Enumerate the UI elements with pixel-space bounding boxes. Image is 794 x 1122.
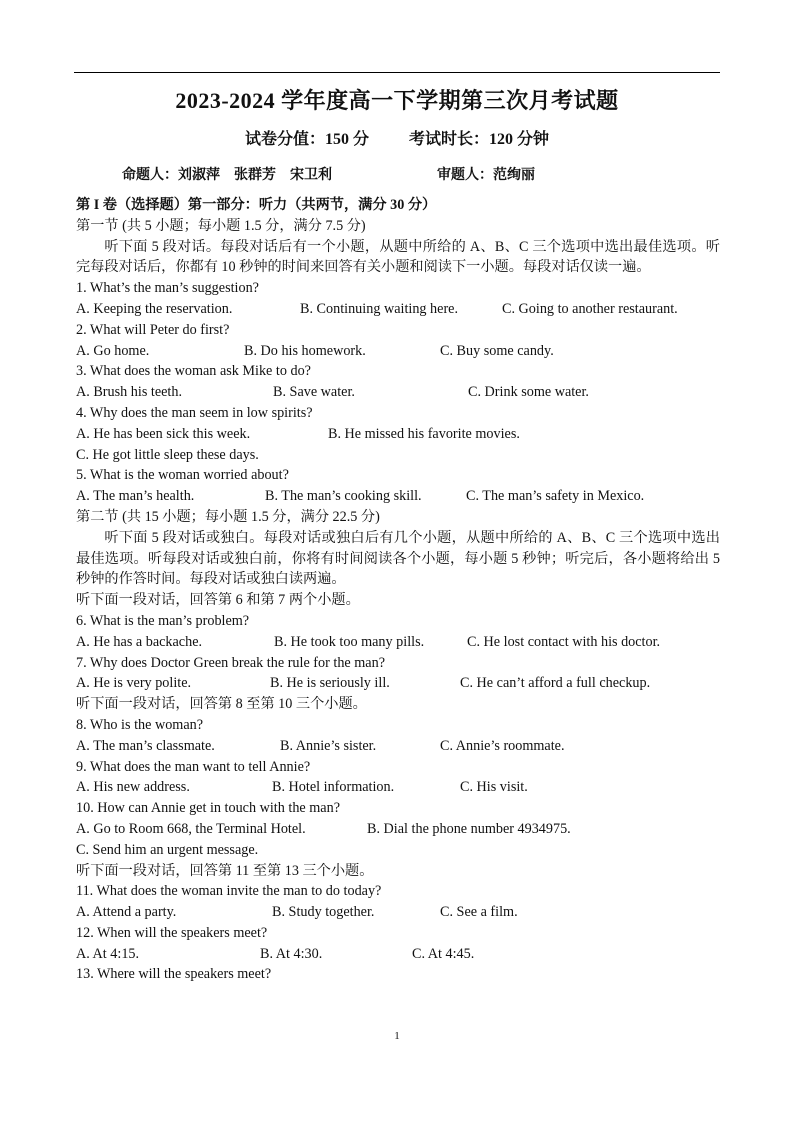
options-6: [76, 632, 720, 653]
section1-instructions: 听下面 5 段对话。每段对话后有一个小题，从题中所给的 A、B、C 三个选项中选出最佳选项。听完每段对话后，你都有 10 秒钟的时间来回答有关小题和阅读下一小题。每段对话仅读一遍。: [76, 238, 720, 276]
group-8-10-instruction: 听下面一段对话，回答第 8 至第 10 三个小题。: [76, 696, 367, 713]
question-11: 11. What does the woman invite the man to do today?: [76, 883, 382, 900]
question-6: 6. What is the man’s problem?: [76, 612, 250, 629]
option-6c: C. He lost contact with his doctor.: [467, 633, 661, 650]
option-2a: A. Go home.: [76, 342, 150, 359]
question-13: 13. Where will the speakers meet?: [76, 966, 272, 983]
options-12: [76, 944, 720, 965]
question-2: 2. What will Peter do first?: [76, 321, 230, 338]
options-4: [76, 424, 720, 445]
options-1: [76, 299, 720, 320]
options-7: [76, 673, 720, 694]
option-6b: B. He took too many pills.: [274, 633, 425, 650]
option-12b: B. At 4:30.: [260, 945, 323, 962]
question-3: 3. What does the woman ask Mike to do?: [76, 363, 311, 380]
top-rule: [74, 72, 720, 73]
reviewer: 审题人：范绚丽: [437, 168, 535, 183]
options-2: [76, 341, 720, 362]
section2-instructions: 听下面 5 段对话或独白。每段对话或独白后有几个小题，从题中所给的 A、B、C 三个选项中选出最佳选项。听每段对话或独白前，你将有时间阅读各个小题，每小题 5 秒钟；听完后，各小题将给出 5 秒钟的作答时间。每段对话或独白读两遍。: [76, 529, 720, 588]
exam-duration: 考试时长：120 分钟: [409, 131, 550, 148]
options-11: [76, 902, 720, 923]
option-9a: A. His new address.: [76, 779, 190, 796]
option-5c: C. The man’s safety in Mexico.: [466, 488, 645, 505]
option-12c: C. At 4:45.: [412, 945, 475, 962]
group-6-7-instruction: 听下面一段对话，回答第 6 和第 7 两个小题。: [76, 592, 360, 609]
option-1b: B. Continuing waiting here.: [300, 300, 459, 317]
option-8b: B. Annie’s sister.: [280, 737, 377, 754]
option-1a: A. Keeping the reservation.: [76, 300, 233, 317]
options-10: [76, 819, 720, 840]
exam-meta: [0, 126, 794, 149]
option-2b: B. Do his homework.: [244, 342, 366, 359]
exam-content: [76, 195, 720, 985]
option-7b: B. He is seriously ill.: [270, 675, 390, 692]
options-10-cont: [76, 840, 720, 861]
option-12a: A. At 4:15.: [76, 945, 140, 962]
option-2c: C. Buy some candy.: [440, 342, 554, 359]
option-5a: A. The man’s health.: [76, 488, 195, 505]
option-5b: B. The man’s cooking skill.: [265, 488, 422, 505]
option-4b: B. He missed his favorite movies.: [328, 425, 520, 442]
option-4a: A. He has been sick this week.: [76, 425, 251, 442]
question-12: 12. When will the speakers meet?: [76, 924, 268, 941]
option-7c: C. He can’t afford a full checkup.: [460, 675, 651, 692]
authors: 命题人：刘淑萍 张群芳 宋卫利: [122, 168, 332, 183]
option-11a: A. Attend a party.: [76, 904, 177, 921]
question-9: 9. What does the man want to tell Annie?: [76, 758, 311, 775]
option-3c: C. Drink some water.: [468, 384, 589, 401]
options-4-cont: [76, 445, 720, 466]
question-4: 4. Why does the man seem in low spirits?: [76, 404, 313, 421]
option-8a: A. The man’s classmate.: [76, 737, 215, 754]
option-10c: C. Send him an urgent message.: [76, 841, 259, 858]
question-5: 5. What is the woman worried about?: [76, 467, 289, 484]
section1-heading: 第一节 (共 5 小题；每小题 1.5 分，满分 7.5 分): [76, 217, 366, 234]
option-3a: A. Brush his teeth.: [76, 384, 183, 401]
option-10a: A. Go to Room 668, the Terminal Hotel.: [76, 820, 306, 837]
option-10b: B. Dial the phone number 4934975.: [367, 820, 571, 837]
part-heading: 第 I 卷（选择题）第一部分：听力（共两节，满分 30 分）: [76, 197, 437, 213]
options-3: [76, 382, 720, 403]
option-3b: B. Save water.: [273, 384, 355, 401]
section2-heading: 第二节 (共 15 小题；每小题 1.5 分，满分 22.5 分): [76, 508, 380, 525]
question-8: 8. Who is the woman?: [76, 716, 204, 733]
option-4c: C. He got little sleep these days.: [76, 446, 259, 463]
option-9c: C. His visit.: [460, 779, 528, 796]
option-6a: A. He has a backache.: [76, 633, 203, 650]
options-5: [76, 486, 720, 507]
question-1: 1. What’s the man’s suggestion?: [76, 280, 259, 297]
group-11-13-instruction: 听下面一段对话，回答第 11 至第 13 三个小题。: [76, 862, 374, 879]
page-number: 1: [394, 1030, 400, 1042]
question-7: 7. Why does Doctor Green break the rule for the man?: [76, 654, 385, 671]
options-8: [76, 736, 720, 757]
option-7a: A. He is very polite.: [76, 675, 192, 692]
option-1c: C. Going to another restaurant.: [502, 300, 678, 317]
score-total: 试卷分值：150 分: [244, 131, 369, 148]
option-9b: B. Hotel information.: [272, 779, 395, 796]
options-9: [76, 777, 720, 798]
option-11b: B. Study together.: [272, 904, 375, 921]
option-11c: C. See a film.: [440, 904, 518, 921]
exam-title: 2023-2024 学年度高一下学期第三次月考试题: [175, 88, 619, 113]
question-10: 10. How can Annie get in touch with the man?: [76, 800, 340, 817]
option-8c: C. Annie’s roommate.: [440, 737, 565, 754]
